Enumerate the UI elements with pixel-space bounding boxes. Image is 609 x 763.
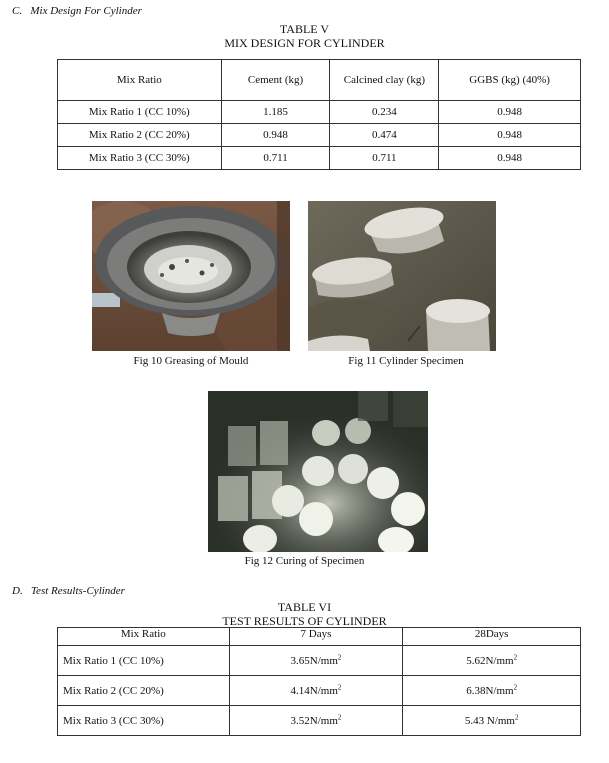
table-cell: 0.711 xyxy=(330,147,439,170)
table-cell: 5.43 $N/mm^2$ xyxy=(403,706,581,736)
table-cell: 0.474 xyxy=(330,124,439,147)
table-cell: 0.948 xyxy=(221,124,330,147)
table-cell: 1.185 xyxy=(221,101,330,124)
table6-header-cell: Mix Ratio xyxy=(58,628,230,646)
table5-header-cell: Cement (kg) xyxy=(221,60,330,101)
table-cell: Mix Ratio 1 (CC 10%) xyxy=(58,101,222,124)
table-row xyxy=(58,676,581,706)
table-cell: 0.234 xyxy=(330,101,439,124)
table-cell: $6.38N/mm^2$ xyxy=(403,676,581,706)
table6-header-cell: 7 Days xyxy=(229,628,403,646)
table-row xyxy=(58,124,581,147)
section-d-heading: D. Test Results-Cylinder xyxy=(12,585,125,597)
table-cell: 0.948 xyxy=(439,101,581,124)
table5-header-cell: GGBS (kg) (40%) xyxy=(439,60,581,101)
table6-header-row xyxy=(58,628,581,646)
table-row xyxy=(58,646,581,676)
table-cell: 0.711 xyxy=(221,147,330,170)
table-cell: Mix Ratio 3 (CC 30%) xyxy=(58,147,222,170)
table-cell: Mix Ratio 3 (CC 30%) xyxy=(58,706,230,736)
table-cell: Mix Ratio 2 (CC 20%) xyxy=(58,124,222,147)
table5-header-cell: Calcined clay (kg) xyxy=(330,60,439,101)
table-cell: 0.948 xyxy=(439,124,581,147)
table5-number: TABLE V xyxy=(279,22,330,36)
fig11-photo xyxy=(308,201,496,351)
table5-header-row xyxy=(58,60,581,101)
table-row xyxy=(58,101,581,124)
table6-header-cell: 28Days xyxy=(403,628,581,646)
table-row xyxy=(58,706,581,736)
table5-title: MIX DESIGN FOR CYLINDER xyxy=(224,36,385,50)
section-c-heading: C. Mix Design For Cylinder xyxy=(12,5,142,17)
fig10-caption: Fig 10 Greasing of Mould xyxy=(133,355,249,367)
table-cell: Mix Ratio 1 (CC 10%) xyxy=(58,646,230,676)
table-cell: $5.62N/mm^2$ xyxy=(403,646,581,676)
table-cell: 0.948 xyxy=(439,147,581,170)
table5 xyxy=(57,59,581,170)
table-cell: $4.14N/mm^2$ xyxy=(229,676,403,706)
table-row xyxy=(58,147,581,170)
table6 xyxy=(57,627,581,736)
fig10-photo xyxy=(92,201,290,351)
table-cell: Mix Ratio 2 (CC 20%) xyxy=(58,676,230,706)
table6-number: TABLE VI xyxy=(277,600,332,614)
table-cell: $3.65N/mm^2$ xyxy=(229,646,403,676)
fig12-photo xyxy=(208,391,428,552)
table6-title: TEST RESULTS OF CYLINDER xyxy=(222,614,387,628)
fig12-caption: Fig 12 Curing of Specimen xyxy=(244,555,365,567)
table-cell: $3.52N/mm^2$ xyxy=(229,706,403,736)
fig11-caption: Fig 11 Cylinder Specimen xyxy=(348,355,464,367)
table5-header-cell: Mix Ratio xyxy=(58,60,222,101)
